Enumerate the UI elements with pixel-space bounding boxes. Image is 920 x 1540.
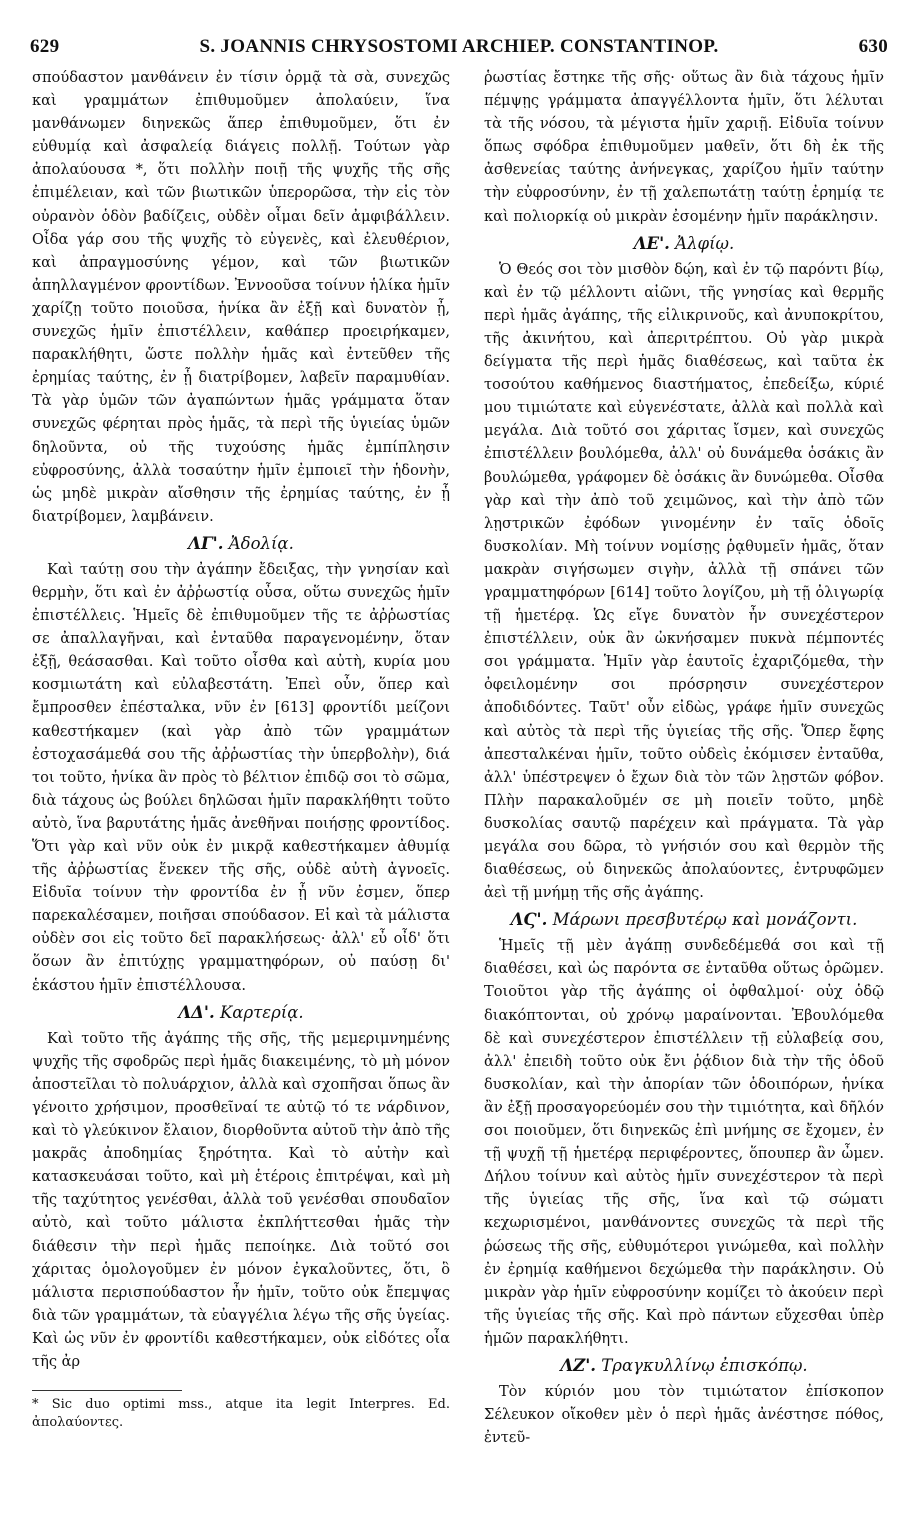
- footnote-rule: [32, 1390, 182, 1391]
- footnote: * Sic duo optimi mss., atque ita legit Interpres. Ed. ἀπολαύοντες.: [32, 1397, 450, 1430]
- letter-heading: [484, 907, 884, 932]
- letter-number: ΛΓ'.: [188, 533, 224, 553]
- left-column: [32, 66, 450, 1373]
- letter-number: ΛΕ'.: [633, 233, 670, 253]
- body-paragraph: Τὸν κύριόν μου τὸν τιμιώτατον ἐπίσκοπον Σέλευκον οἴκοθεν μὲν ὁ περὶ ἡμᾶς ἀνέστησε πόθος, ἐντεῦ-: [484, 1382, 884, 1447]
- running-header: [30, 36, 888, 58]
- letter-addressee: Τραγκυλλίνῳ ἐπισκόπῳ.: [601, 1355, 808, 1375]
- page-number-left: 629: [30, 36, 60, 57]
- letter-heading: [484, 231, 884, 256]
- right-column: [484, 66, 884, 1449]
- body-paragraph: σπούδαστον μανθάνειν ἐν τίσιν ὁρμᾷ τὰ σὰ, συνεχῶς καὶ γραμμάτων ἐπιθυμοῦμεν ἀπολαύειν, ἵνα μανθάνωμεν διηνεκῶς ἅπερ ἐπιθυμοῦμεν, ὅτι ἐν εὐθυμίᾳ καὶ ἀσφαλείᾳ διάγεις πολλῇ. Τούτων γὰρ ἀπολαύουσα *, ὅτι πολλὴν ποιῇ τῆς ψυχῆς τῆς σῆς ἐπιμέλειαν, καὶ τῶν βιωτικῶν ὑπερορῶσα, τὴν εἰς τὸν οὐρανὸν ὁδὸν βαδίζεις, οὐδὲν οἶμαι δεῖν ἀμφιβάλλειν. Οἶδα γάρ σου τῆς ψυχῆς τὸ εὐγενὲς, καὶ ἐλευθέριον, καὶ ἀπραγμοσύνης γέμον, καὶ τῶν βιωτικῶν ἀπηλλαγμένον φροντίδων. Ἐννοοῦσα τοίνυν ἡλίκα ἡμῖν χαρίζῃ τοῦτο ποιοῦσα, ἡνίκα ἂν ἐξῇ καὶ δυνατὸν ᾖ, συνεχῶς ἡμῖν ἐπιστέλλειν, καθάπερ προειρήκαμεν, παρακλήθητι, ὥστε πολλὴν ἡμᾶς καὶ ἐντεῦθεν τῆς ἐρημίας ταύτης, ἐν ᾗ διατρίβομεν, λαβεῖν παραμυθίαν. Τὰ γὰρ ὑμῶν τῶν ἀγαπώντων ἡμᾶς γράμματα ὅταν συνεχῶς φέρηται πρὸς ἡμᾶς, τὰ περὶ τῆς ὑγιείας ὑμῶν δηλοῦντα, οὐ τῆς τυχούσης ἡμᾶς ἐμπίπλησιν εὐφροσύνης, ἀλλὰ τοσαύτην ἡμῖν ἐμποιεῖ τὴν ἡδονὴν, ὡς μηδὲ μικρὰν αἴσθησιν τῆς ἐρημίας ταύτης, ἐν ᾗ διατρίβομεν, λαμβάνειν.: [32, 69, 450, 525]
- letter-number: ΛΖ'.: [560, 1355, 596, 1375]
- letter-number: ΛϚ'.: [510, 910, 548, 930]
- running-title: S. JOANNIS CHRYSOSTOMI ARCHIEP. CONSTANTINOP.: [199, 36, 719, 57]
- body-paragraph: ῥωστίας ἔστηκε τῆς σῆς· οὕτως ἂν διὰ τάχους ἡμῖν πέμψῃς γράμματα ἀπαγγέλλοντα ἡμῖν, ὅτι λέλυται τὰ τῆς νόσου, τὰ μέγιστα ἡμῖν χαριῇ. Εἰδυῖα τοίνυν ὅπως σφόδρα ἐπιθυμοῦμεν μαθεῖν, ὅτι δὴ ἐκ τῆς ἀσθενείας ταύτης ἀνήνεγκας, χαρίζου ἡμῖν ταύτην τὴν εὐφροσύνην, ἐν τῇ χαλεπωτάτῃ ταύτῃ ἐρημίᾳ τε καὶ πολιορκίᾳ οὐ μικρὰν ἐσομένην ἡμῖν παράκλησιν.: [484, 69, 884, 225]
- body-paragraph: Καὶ ταύτῃ σου τὴν ἀγάπην ἔδειξας, τὴν γνησίαν καὶ θερμὴν, ὅτι καὶ ἐν ἀῤῥωστίᾳ οὖσα, οὕτω συνεχῶς ἡμῖν ἐπιστέλλεις. Ἡμεῖς δὲ ἐπιθυμοῦμεν τῆς τε ἀῤῥωστίας σε ἀπαλλαγῆναι, καὶ ἐνταῦθα παραγενομένην, ὅταν ἐξῇ, θεάσασθαι. Καὶ τοῦτο οἶσθα καὶ αὐτὴ, κυρία μου κοσμιωτάτη καὶ εὐλαβεστάτη. Ἐπεὶ οὖν, ὅπερ καὶ ἔμπροσθεν ἐπέσταλκα, νῦν ἐν [613] φροντίδι μείζονι καθεστήκαμεν (καὶ γὰρ ἀπὸ τῶν γραμμάτων ἐστοχασάμεθά σου τῆς ἀῤῥωστίας τὴν ὑπερβολὴν), διά τοι τοῦτο, ἡνίκα ἂν πρὸς τὸ βέλτιον ἐπιδῷ σοι τὸ σῶμα, διὰ τάχους ὡς βούλει δηλῶσαι ἡμῖν παρακλήθητι τοῦτο αὐτὸ, ἵνα βαρυτάτης ἡμᾶς ἀνεθῆναι ποιήσῃς φροντίδος. Ὅτι γὰρ καὶ νῦν οὐκ ἐν μικρᾷ καθεστήκαμεν ἀθυμίᾳ τῆς ἀῤῥωστίας ἕνεκεν τῆς σῆς, οὐδὲ αὐτὴ ἀγνοεῖς. Εἰδυῖα τοίνυν τὴν φροντίδα ἐν ᾗ νῦν ἐσμεν, ὅπερ παρεκαλέσαμεν, ποιῆσαι σπούδασον. Εἰ καὶ τὰ μάλιστα οὐδὲν σοι εἰς τοῦτο δεῖ παρακλήσεως· ἀλλ' εὖ οἶδ' ὅτι ὅσων ἂν ἐπιτύχῃς γραμματηφόρων, οὐ παύσῃ δι' ἑκάστου ἡμῖν ἐπιστέλλουσα.: [32, 560, 450, 994]
- letter-number: ΛΔ'.: [178, 1002, 215, 1022]
- body-paragraph: Ἡμεῖς τῇ μὲν ἀγάπῃ συνδεδέμεθά σοι καὶ τῇ διαθέσει, καὶ ὡς παρόντα σε ἐνταῦθα οὕτως ὁρῶμεν. Τοιοῦτοι γὰρ τῆς ἀγάπης οἱ ὀφθαλμοί· οὐχ ὁδῷ διακόπτονται, οὐ χρόνῳ μαραίνονται. Ἐβουλόμεθα δὲ καὶ συνεχέστερον ἐπιστέλλειν τῇ εὐλαβείᾳ σου, ἀλλ' ἐπειδὴ τοῦτο οὐκ ἔνι ῥᾴδιον διὰ τὴν τῆς ὁδοῦ δυσκολίαν, καὶ τὴν ἀπορίαν τῶν ὁδοιπόρων, ἡνίκα ἂν ἐξῇ προσαγορεύομέν σου τὴν τιμιότητα, καὶ δῆλόν σοι ποιοῦμεν, ὅτι διηνεκῶς ἐπὶ μνήμης σε ἔχομεν, ἐν τῇ ψυχῇ τῇ ἡμετέρᾳ περιφέροντες, ὅπουπερ ἂν ὦμεν. Δήλου τοίνυν καὶ αὐτὸς ἡμῖν συνεχέστερον τὰ περὶ τῆς ὑγιείας τῆς σῆς, ἵνα καὶ τῷ σώματι κεχωρισμένοι, μανθάνοντες συνεχῶς τὰ περὶ τῆς ῥώσεως τῆς σῆς, εὐθυμότεροι γινώμεθα, καὶ πολλὴν ἐν ἐρημίᾳ καθήμενοι δεχώμεθα τὴν παράκλησιν. Οὐ μικρὰν γὰρ ἡμῖν εὐφροσύνην κομίζει τὸ ἀκούειν περὶ τῆς ὑγιείας τῆς σῆς. Καὶ πρὸ πάντων εὔχεσθαι ὑπὲρ ἡμῶν παρακλήθητι.: [484, 937, 884, 1347]
- body-paragraph: Καὶ τοῦτο τῆς ἀγάπης τῆς σῆς, τῆς μεμεριμνημένης ψυχῆς τῆς σφοδρῶς περὶ ἡμᾶς διακειμένης, τὸ μὴ μόνον ἀποστεῖλαι τὸ πολυάρχιον, ἀλλὰ καὶ σχοπῆσαι ὅπως ἂν γένοιτο χρήσιμον, προσθεῖναί τε αὐτῷ τό τε νάρδινον, καὶ τὸ γλεύκινον ἔλαιον, διορθοῦντα αὐτοῦ τὴν ἀπὸ τῆς μακρᾶς ἀποδημίας ξηρότητα. Καὶ τὸ αὐτὴν καὶ κατασκευάσαι τοῦτο, καὶ μὴ ἑτέροις ἐπιτρέψαι, καὶ μὴ τῆς ταχύτητος γενέσθαι, ἀλλὰ τοῦ γενέσθαι σπουδαῖον αὐτὸ, καὶ τοῦτο μάλιστα ἐκπλήττεσθαι ἡμᾶς τὴν διάθεσιν τὴν περὶ ἡμᾶς πεποίηκε. Διὰ τοῦτό σοι χάριτας ὁμολογοῦμεν ἐν μόνον ἐγκαλοῦντες, ὅτι, ὃ μάλιστα περισπούδαστον ἦν ἡμῖν, τοῦτο οὐκ ἔπεμψας διὰ τῶν γραμμάτων, τὰ εὐαγγέλια λέγω τῆς σῆς ὑγείας. Καὶ ὡς νῦν ἐν φροντίδι καθεστήκαμεν, οὐκ εἰδότες οἷα τῆς ἀρ: [32, 1029, 450, 1370]
- body-paragraph: Ὁ Θεός σοι τὸν μισθὸν δῴη, καὶ ἐν τῷ παρόντι βίῳ, καὶ ἐν τῷ μέλλοντι αἰῶνι, τῆς γνησίας καὶ θερμῆς περὶ ἡμᾶς ἀγάπης, τῆς εἰλικρινοῦς, καὶ ἀνυποκρίτου, τῆς ἀκινήτου, καὶ ἀπεριτρέπτου. Οὐ γὰρ μικρὰ δείγματα τῆς περὶ ἡμᾶς διαθέσεως, καὶ ταῦτα ἐκ τοσούτου καθήμενος διαστήματος, ἐπεδείξω, κύριέ μου τιμιώτατε καὶ εὐγενέστατε, ἀλλὰ καὶ πολλὰ καὶ μεγάλα. Διὰ τοῦτό σοι χάριτας ἴσμεν, καὶ συνεχῶς ἐπιστέλλειν βουλόμεθα, ἀλλ' οὐ δυνάμεθα ὁσάκις ἂν βουλώμεθα, γράφομεν δὲ ὁσάκις ἂν δυνώμεθα. Οἶσθα γὰρ καὶ τὴν ἀπὸ τοῦ χειμῶνος, καὶ τὴν ἀπὸ τῶν λῃστρικῶν ἐφόδων γινομένην ἐν ταῖς ὁδοῖς δυσκολίαν. Μὴ τοίνυν νομίσῃς ῥᾳθυμεῖν ἡμᾶς, ὅταν μακρὰν σιγήσωμεν σιγὴν, ἀλλὰ τῇ σπάνει τῶν γραμματηφόρων [614] τοῦτο λογίζου, μὴ τῇ ὀλιγωρίᾳ τῇ ἡμετέρᾳ. Ὡς εἴγε δυνατὸν ἦν συνεχέστερον ἐπιστέλλειν, οὐκ ἂν ὠκνήσαμεν πυκνὰ πέμποντές σοι γράμματα. Ἡμῖν γὰρ ἑαυτοῖς ἐχαριζόμεθα, τὴν ὀφειλομένην σοι πρόσρησιν συνεχέστερον ἀποδιδόντες. Ταῦτ' οὖν εἰδὼς, γράφε ἡμῖν συνεχῶς καὶ αὐτὸς τὰ περὶ τῆς ὑγιείας τῆς σῆς. Ὅπερ ἔφης ἀπεσταλκέναι ἡμῖν, τοῦτο οὐδεὶς ἐκόμισεν ἐνταῦθα, ἀλλ' ὑπέστρεψεν ὁ ἔχων διὰ τὸν τῶν λῃστῶν φόβον. Πλὴν παρακαλοῦμέν σε μὴ ποιεῖν τοῦτο, μηδὲ δυσκολίας σαυτῷ παρέχειν καὶ πράγματα. Τὰ γὰρ μεγάλα σου δῶρα, τὸ γνήσιόν σου καὶ θερμὸν τῆς διαθέσεως, οὐ διηνεκῶς ἀπολαύοντες, ἐντρυφῶμεν ἀεὶ τῇ μνήμῃ τῆς σῆς ἀγάπης.: [484, 260, 884, 902]
- letter-addressee: Ἀλφίῳ.: [675, 233, 735, 253]
- letter-addressee: Ἀδολίᾳ.: [228, 533, 294, 553]
- letter-heading: [32, 1000, 450, 1025]
- letter-addressee: Μάρωνι πρεσβυτέρῳ καὶ μονάζοντι.: [552, 910, 858, 930]
- letter-heading: [32, 531, 450, 556]
- letter-addressee: Καρτερίᾳ.: [219, 1002, 304, 1022]
- page-number-right: 630: [858, 36, 888, 57]
- letter-heading: [484, 1353, 884, 1378]
